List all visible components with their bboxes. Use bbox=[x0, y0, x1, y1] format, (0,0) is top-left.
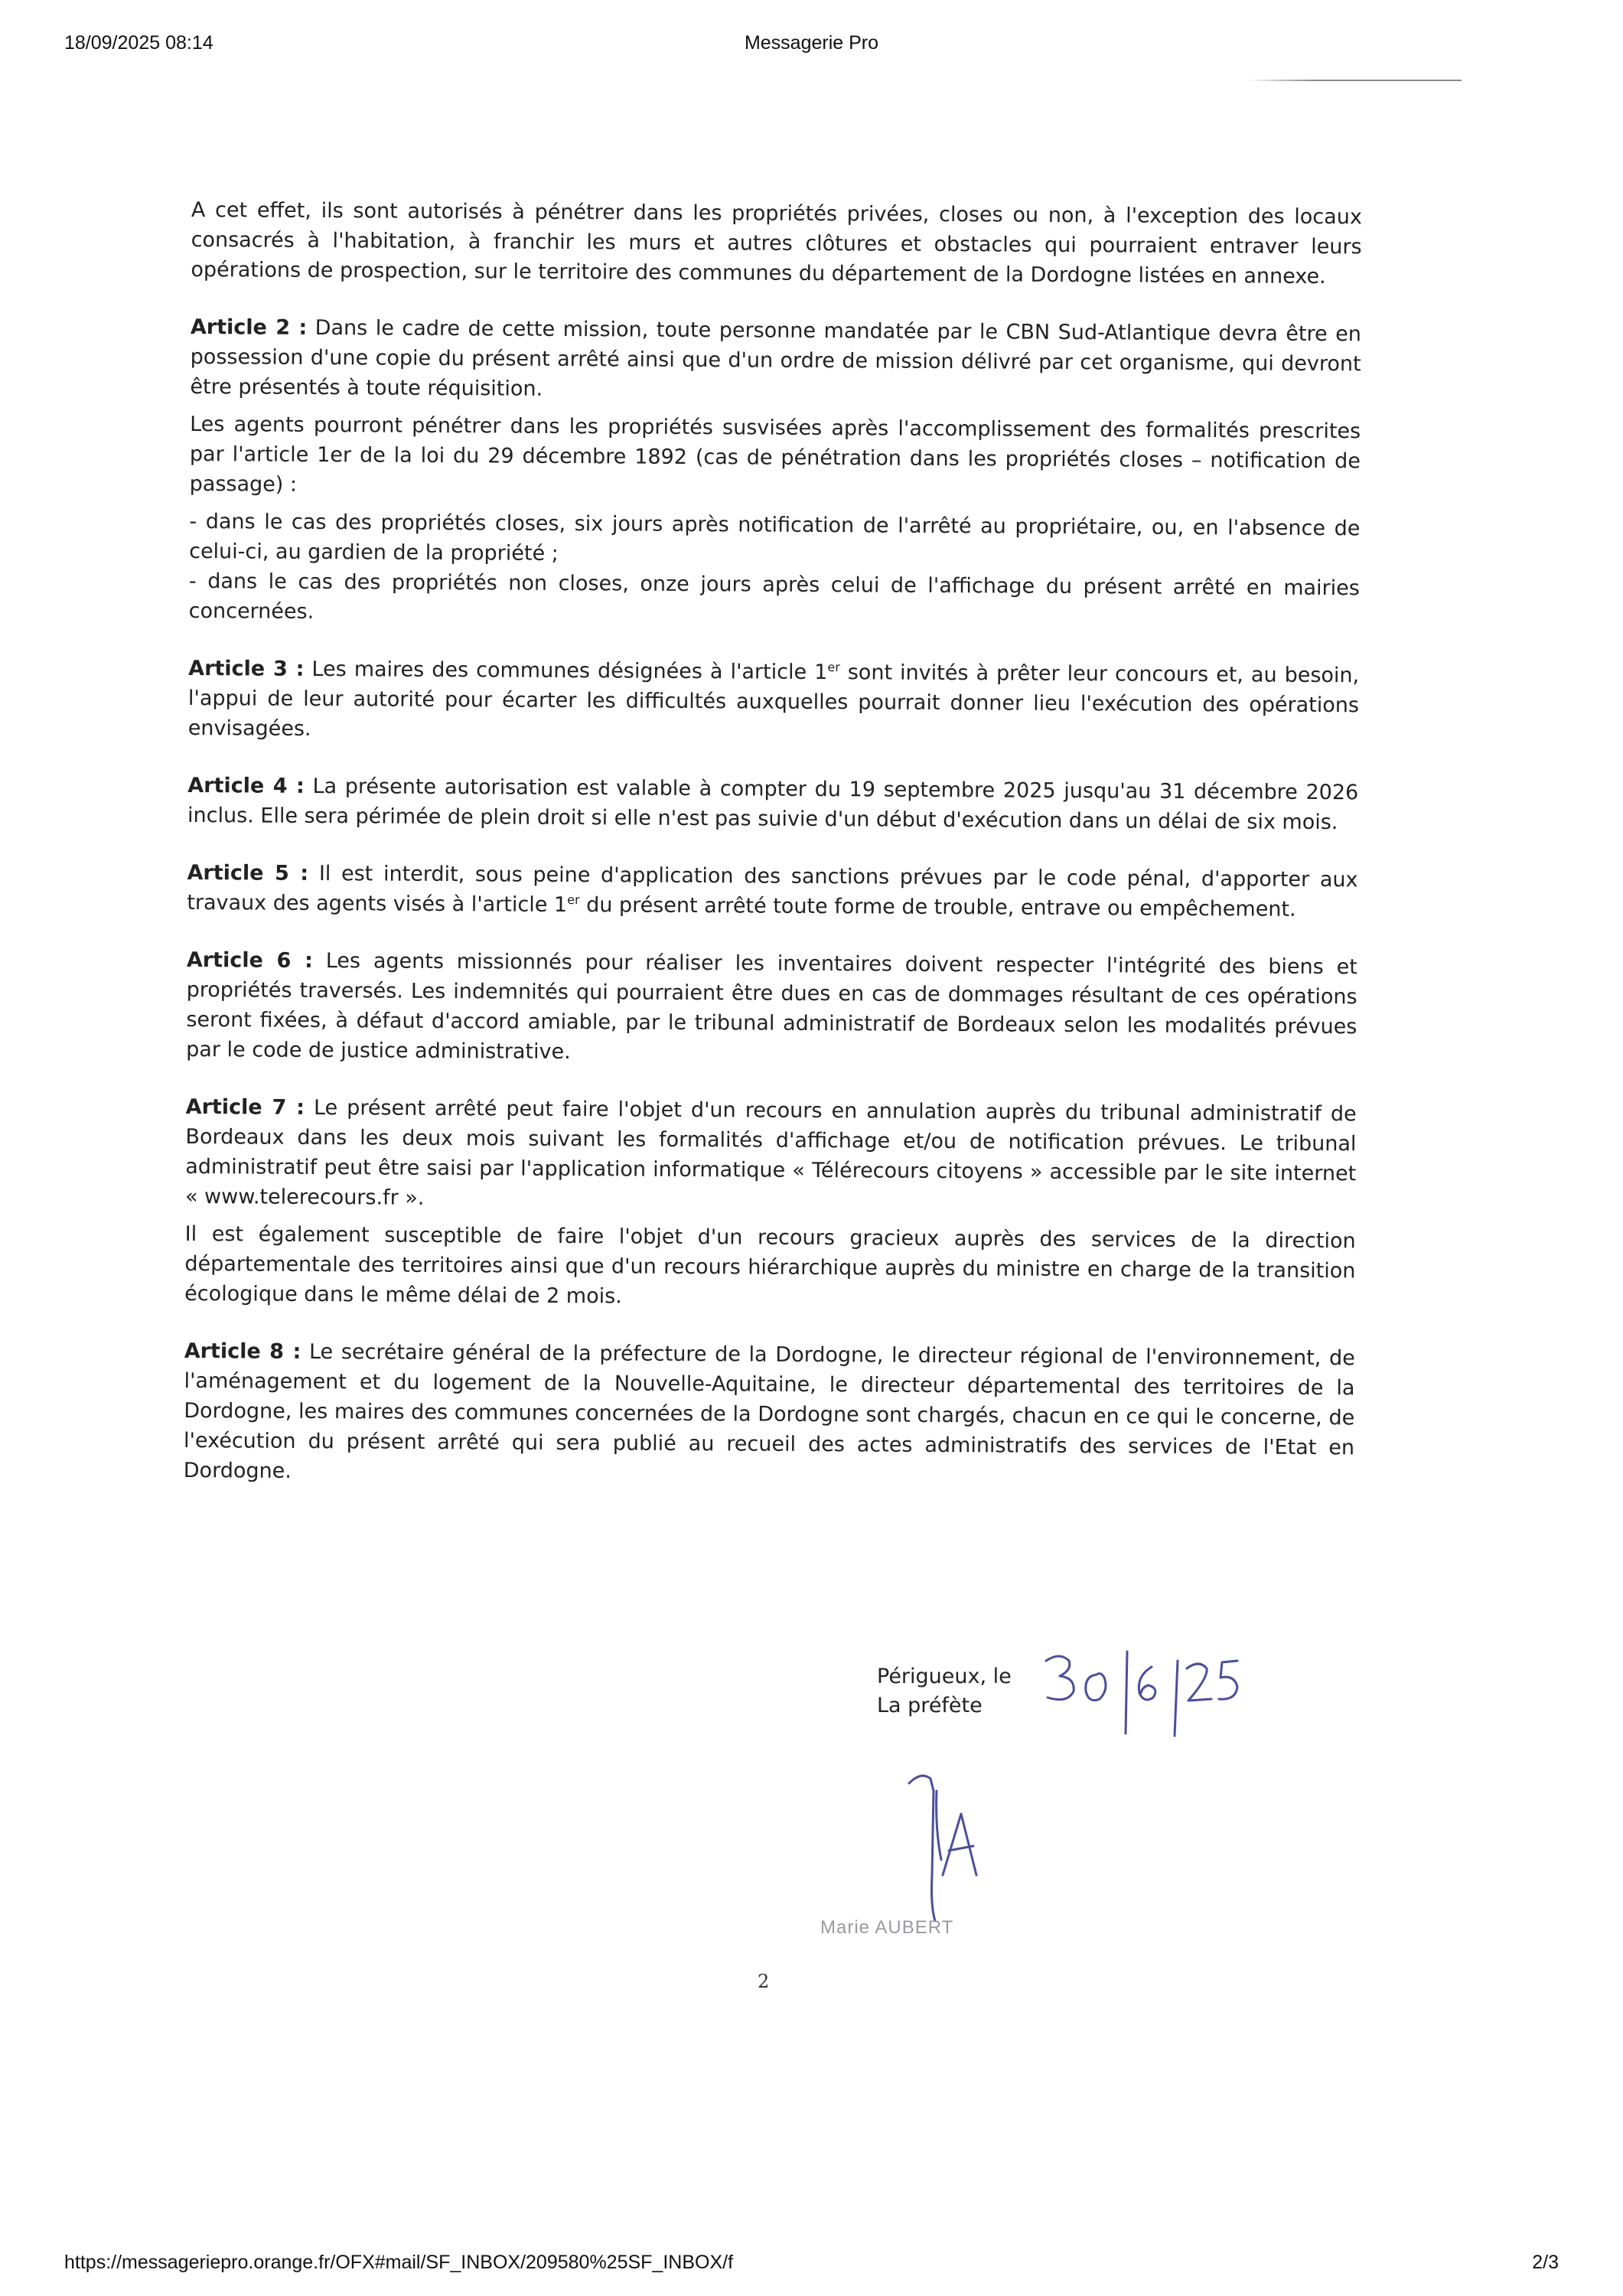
article-3-label: Article 3 : bbox=[188, 656, 305, 681]
article-4 bbox=[187, 771, 1358, 837]
intro-paragraph: A cet effet, ils sont autorisés à pénétrer dans les propriétés privées, closes ou non, à l'exception des locaux consacrés à l'habitation, à franchir les murs et autres clôtures et obstacles qui pourraient entraver leurs opérations de prospection, sur le territoire des communes du département de la Dordogne listées en annexe. bbox=[191, 197, 1362, 289]
article-3-text-b: sont invités à prêter leur concours et, au besoin, l'appui de leur autorité pour écarter les difficultés auxquelles pourrait donner lieu l'exécution des opérations envisagées. bbox=[187, 660, 1360, 741]
article-5-text-a: Il est interdit, sous peine d'application des sanctions prévues par le code pénal, d'apporter aux travaux des agents visés à l'article 1 bbox=[187, 862, 1358, 918]
signature-block bbox=[877, 1662, 1012, 1720]
article-4-text: La présente autorisation est valable à compter du 19 septembre 2025 jusqu'au 31 décembre 2026 inclus. Elle sera périmée de plein droit si elle n'est pas suivie d'un début d'exécution dans un délai de six mois. bbox=[187, 774, 1359, 835]
article-5-sup: er bbox=[567, 892, 580, 908]
article-4-label: Article 4 : bbox=[187, 773, 305, 798]
scan-artifact-line bbox=[1247, 80, 1462, 81]
article-7-text: Le présent arrêté peut faire l'objet d'un recours en annulation auprès du tribunal administratif de Bordeaux dans les deux mois suivant les formalités d'affichage et/ou de notification prévues. Le tribunal administratif peut être saisi par l'application informatique « Télérecours citoyens » accessible par le site internet « www.telerecours.fr ». bbox=[184, 1096, 1357, 1210]
article-3-sup: er bbox=[827, 660, 840, 675]
article-6 bbox=[186, 945, 1357, 1071]
article-5-text-b: du présent arrêté toute forme de trouble, entrave ou empêchement. bbox=[579, 893, 1296, 921]
handwritten-date bbox=[1037, 1630, 1251, 1745]
signature-role: La préfète bbox=[877, 1694, 983, 1717]
article-5-label: Article 5 : bbox=[187, 860, 309, 885]
article-3-text-a: Les maires des communes désignées à l'article 1 bbox=[311, 657, 828, 685]
article-2-label: Article 2 : bbox=[190, 315, 308, 340]
article-7-paragraph-2: Il est également susceptible de faire l'objet d'un recours gracieux auprès des services de la direction départementale des territoires ainsi que d'un recours hiérarchique auprès du ministre en charge de la transition écologique dans le même délai de 2 mois. bbox=[184, 1221, 1356, 1309]
print-url: https://messageriepro.orange.fr/OFX#mail/SF_INBOX/209580%25SF_INBOX/f bbox=[64, 2252, 734, 2273]
decree-body bbox=[183, 195, 1361, 1520]
article-6-label: Article 6 : bbox=[186, 947, 313, 973]
signer-name: Marie AUBERT bbox=[820, 1917, 954, 1938]
print-page-title: Messagerie Pro bbox=[744, 32, 879, 54]
article-2-list-item-1: - dans le cas des propriétés closes, six jours après notification de l'arrêté au propriétaire, ou, en l'absence de celui-ci, au gardien de la propriété ; bbox=[189, 509, 1361, 566]
article-8 bbox=[184, 1336, 1355, 1492]
signature-place: Périgueux, le bbox=[877, 1665, 1012, 1688]
article-8-label: Article 8 : bbox=[184, 1339, 301, 1364]
article-2-paragraph-2: Les agents pourront pénétrer dans les propriétés susvisées après l'accomplissement des formalités prescrites par l'article 1er de la loi du 29 décembre 1892 (cas de pénétration dans les propriétés closes – notification de passage) : bbox=[189, 412, 1361, 497]
handwritten-signature bbox=[888, 1760, 1010, 1929]
article-7-label: Article 7 : bbox=[185, 1094, 305, 1120]
article-8-text: Le secrétaire général de la préfecture de la Dordogne, le directeur régional de l'environnement, de l'aménagement et du logement de la Nouvelle-Aquitaine, le directeur départemental des territoires de la Dordogne, les maires des communes concernées de la Dordogne sont chargés, chacun en ce qui le concerne, de l'exécution du présent arrêté qui sera publié au recueil des actes administratifs des services de l'Etat en Dordogne. bbox=[183, 1339, 1355, 1483]
article-2 bbox=[190, 312, 1361, 409]
article-2-list-item-2: - dans le cas des propriétés non closes, onze jours après celui de l'affichage du présent arrêté en mairies concernées. bbox=[188, 569, 1360, 624]
article-5 bbox=[187, 858, 1357, 925]
article-3 bbox=[188, 654, 1360, 750]
article-2-text: Dans le cadre de cette mission, toute personne mandatée par le CBN Sud-Atlantique devra être en possession d'une copie du présent arrêté ainsi que d'un ordre de mission délivré par cet organisme, qui devront être présentés à toute réquisition. bbox=[190, 315, 1361, 401]
print-datetime: 18/09/2025 08:14 bbox=[64, 32, 213, 54]
page-number: 2 bbox=[758, 1971, 770, 1992]
article-6-text: Les agents missionnés pour réaliser les inventaires doivent respecter l'intégrité des biens et propriétés traversés. Les indemnités qui pourraient être dues en cas de dommages résultant de ces opérations seront fixées, à défaut d'accord amiable, par le tribunal administratif de Bordeaux selon les modalités prévues par le code de justice administrative. bbox=[186, 949, 1357, 1065]
print-page-count: 2/3 bbox=[1532, 2252, 1559, 2273]
article-7 bbox=[185, 1092, 1357, 1218]
